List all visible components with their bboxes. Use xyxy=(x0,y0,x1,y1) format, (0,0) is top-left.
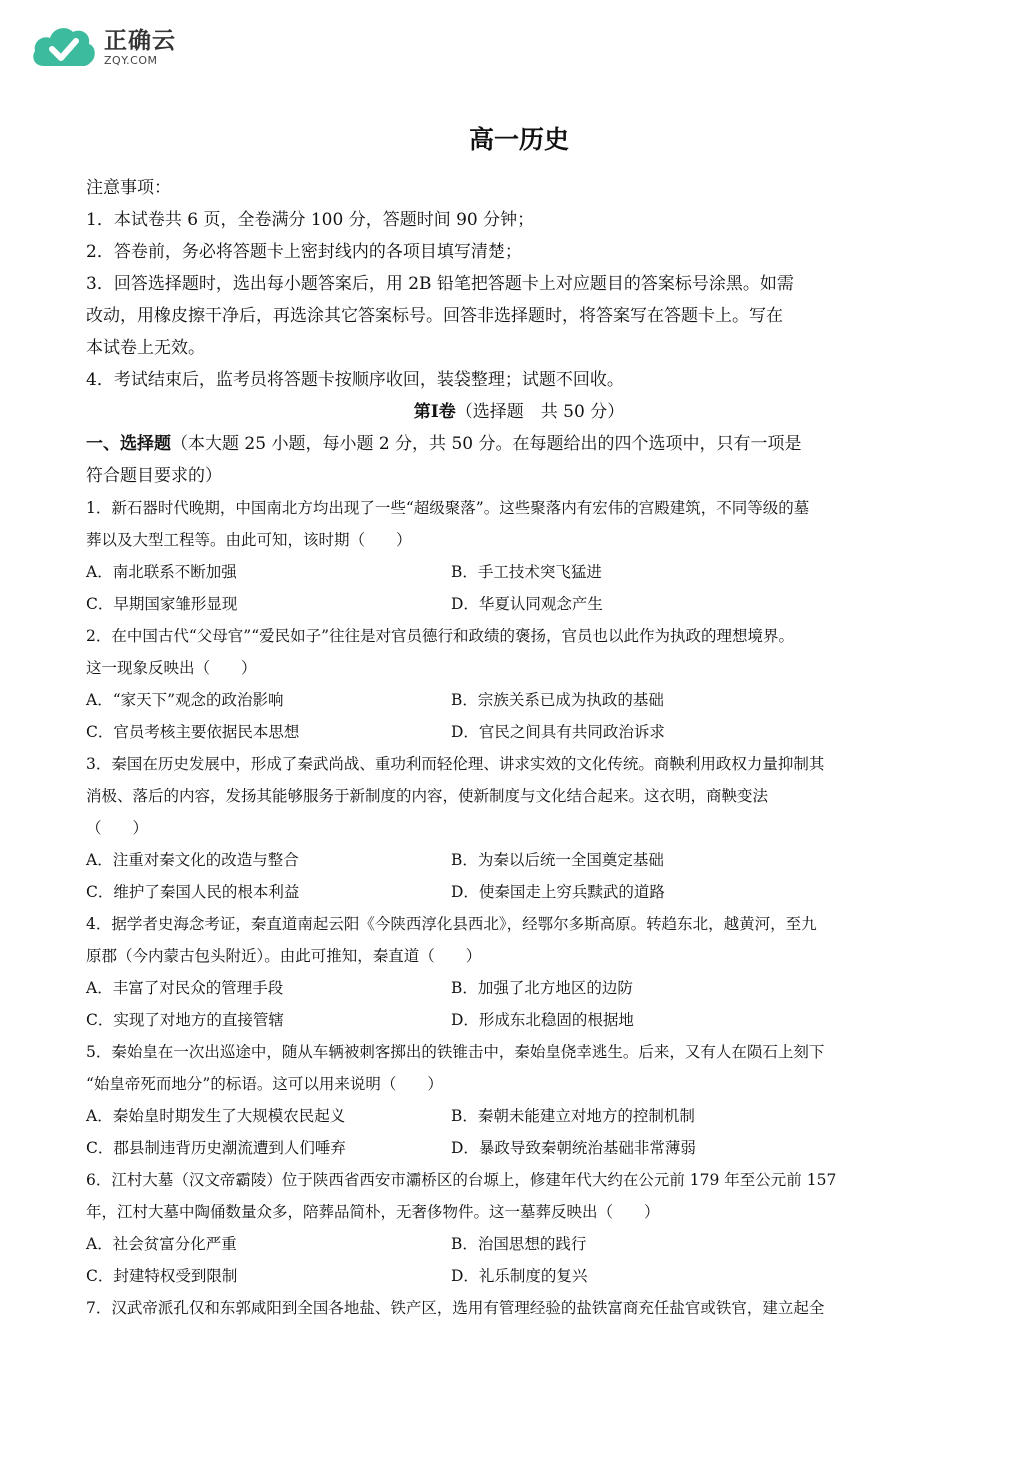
option-b: B．秦朝未能建立对地方的控制机制 xyxy=(451,1107,695,1125)
option-a: A．“家天下”观念的政治影响 xyxy=(86,691,284,709)
option-grid xyxy=(86,844,952,908)
notice-item: 2．答卷前，务必将答题卡上密封线内的各项目填写清楚； xyxy=(86,242,522,262)
question-stem: 消极、落后的内容，发扬其能够服务于新制度的内容，使新制度与文化结合起来。这衣明，商鞅变法 xyxy=(86,787,769,805)
option-a: A．注重对秦文化的改造与整合 xyxy=(86,851,299,869)
question-stem: （ ） xyxy=(86,819,149,837)
section-desc-cont: 符合题目要求的） xyxy=(86,466,222,486)
question-stem: 年，江村大墓中陶俑数量众多，陪葬品简朴，无奢侈物件。这一墓葬反映出（ ） xyxy=(86,1203,660,1221)
notice-block xyxy=(86,172,952,396)
option-c: C．官员考核主要依据民本思想 xyxy=(86,723,300,741)
question-stem: 1．新石器时代晚期，中国南北方均出现了一些“超级聚落”。这些聚落内有宏伟的宫殿建筑，不同等级的墓 xyxy=(86,499,810,517)
option-c: C．郡县制违背历史潮流遭到人们唾弃 xyxy=(86,1139,346,1157)
question-2 xyxy=(86,620,952,748)
question-stem: 葬以及大型工程等。由此可知，该时期（ ） xyxy=(86,531,412,549)
notice-item: 本试卷上无效。 xyxy=(86,338,205,358)
question-stem: 7．汉武帝派孔仅和东郭咸阳到全国各地盐、铁产区，选用有管理经验的盐铁富商充任盐官或铁官，建立起全 xyxy=(86,1299,825,1317)
page-title: 高一历史 xyxy=(468,125,569,154)
option-grid xyxy=(86,556,952,620)
question-5 xyxy=(86,1036,952,1164)
question-stem: “始皇帝死而地分”的标语。这可以用来说明（ ） xyxy=(86,1075,443,1093)
notice-item: 1．本试卷共 6 页，全卷满分 100 分，答题时间 90 分钟； xyxy=(86,210,535,230)
question-stem: 3．秦国在历史发展中，形成了秦武尚战、重功利而轻伦理、讲求实效的文化传统。商鞅利用政权力量抑制其 xyxy=(86,755,825,773)
option-c: C．维护了秦国人民的根本利益 xyxy=(86,883,300,901)
question-stem: 这一现象反映出（ ） xyxy=(86,659,257,677)
option-a: A．社会贫富分化严重 xyxy=(86,1235,237,1253)
option-d: D．形成东北稳固的根据地 xyxy=(451,1011,634,1029)
option-b: B．为秦以后统一全国奠定基础 xyxy=(451,851,664,869)
section-desc: （本大题 25 小题，每小题 2 分，共 50 分。在每题给出的四个选项中，只有一项是 xyxy=(171,434,802,454)
question-stem: 6．江村大墓（汉文帝霸陵）位于陕西省西安市灞桥区的台塬上，修建年代大约在公元前 179 年至公元前 157 xyxy=(86,1171,837,1189)
option-b: B．加强了北方地区的边防 xyxy=(451,979,633,997)
part-sub: （选择题 共 50 分） xyxy=(455,402,625,422)
question-stem: 2．在中国古代“父母官”“爱民如子”往往是对官员德行和政绩的褒扬，官员也以此作为执政的理想境界。 xyxy=(86,627,795,645)
option-a: A．秦始皇时期发生了大规模农民起义 xyxy=(86,1107,346,1125)
option-d: D．使秦国走上穷兵黩武的道路 xyxy=(451,883,665,901)
option-b: B．手工技术突飞猛进 xyxy=(451,563,602,581)
brand-logo xyxy=(30,22,176,72)
option-grid xyxy=(86,1228,952,1292)
option-b: B．治国思想的践行 xyxy=(451,1235,587,1253)
brand-domain: ZQY.COM xyxy=(104,53,158,67)
part-label: 第Ⅰ卷 xyxy=(413,402,456,422)
cloud-check-icon xyxy=(30,22,98,72)
option-d: D．礼乐制度的复兴 xyxy=(451,1267,588,1285)
notice-item: 改动，用橡皮擦干净后，再选涂其它答案标号。回答非选择题时，将答案写在答题卡上。写在 xyxy=(86,306,783,326)
option-d: D．官民之间具有共同政治诉求 xyxy=(451,723,665,741)
part-heading xyxy=(86,396,952,428)
option-b: B．宗族关系已成为执政的基础 xyxy=(451,691,664,709)
question-4 xyxy=(86,908,952,1036)
option-c: C．封建特权受到限制 xyxy=(86,1267,238,1285)
question-stem: 4．据学者史海念考证，秦直道南起云阳《今陕西淳化县西北》，经鄂尔多斯高原。转趋东北，越黄河，至九 xyxy=(86,915,817,933)
option-grid xyxy=(86,684,952,748)
option-a: A．南北联系不断加强 xyxy=(86,563,237,581)
section-head: 一、选择题 xyxy=(86,434,171,454)
brand-name: 正确云 xyxy=(104,27,176,54)
question-6 xyxy=(86,1164,952,1292)
exam-page xyxy=(86,122,952,1324)
question-stem: 原郡（今内蒙古包头附近）。由此可推知，秦直道（ ） xyxy=(86,947,482,965)
section-heading xyxy=(86,428,952,460)
question-7 xyxy=(86,1292,952,1324)
option-a: A．丰富了对民众的管理手段 xyxy=(86,979,284,997)
notice-heading: 注意事项： xyxy=(86,178,171,198)
question-stem: 5．秦始皇在一次出巡途中，随从车辆被刺客掷出的铁锥击中，秦始皇侥幸逃生。后来，又有人在陨石上刻下 xyxy=(86,1043,825,1061)
option-grid xyxy=(86,972,952,1036)
question-3 xyxy=(86,748,952,908)
notice-item: 3．回答选择题时，选出每小题答案后，用 2B 铅笔把答题卡上对应题目的答案标号涂黑。如需 xyxy=(86,274,794,294)
option-c: C．实现了对地方的直接管辖 xyxy=(86,1011,284,1029)
option-grid xyxy=(86,1100,952,1164)
notice-item: 4．考试结束后，监考员将答题卡按顺序收回，装袋整理；试题不回收。 xyxy=(86,370,624,390)
option-d: D．华夏认同观念产生 xyxy=(451,595,603,613)
option-c: C．早期国家雏形显现 xyxy=(86,595,238,613)
option-d: D．暴政导致秦朝统治基础非常薄弱 xyxy=(451,1139,696,1157)
question-1 xyxy=(86,492,952,620)
